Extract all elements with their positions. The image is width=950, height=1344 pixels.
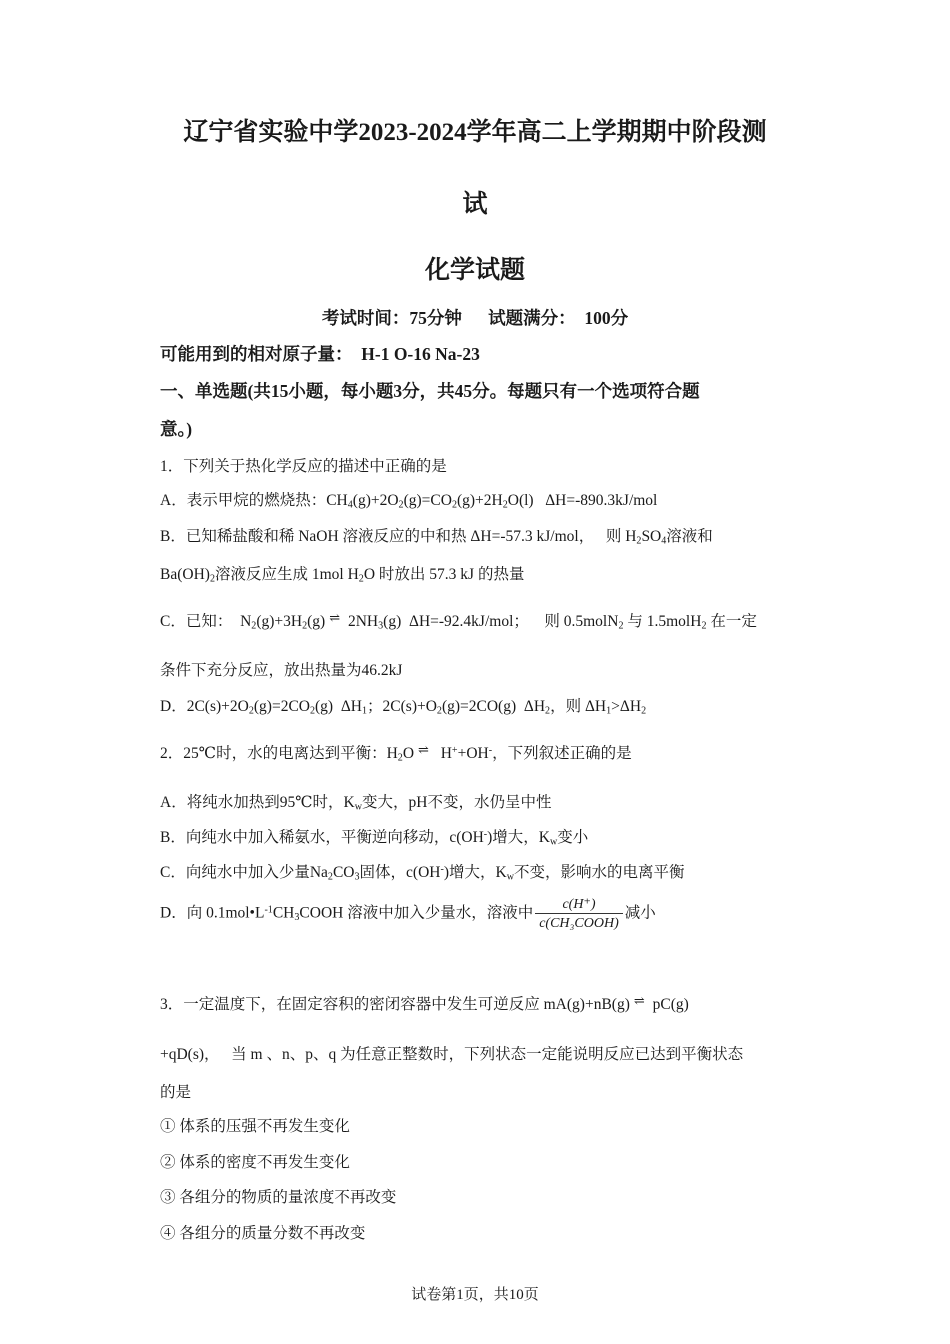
q1-b-post: 溶液和	[666, 528, 713, 545]
equilibrium-arrow-icon: ⇌	[633, 993, 645, 1008]
section-heading-2: 意。)	[160, 419, 193, 439]
equilibrium-arrow-icon: ⇌	[418, 742, 429, 757]
q1-d-then: ，则	[550, 698, 582, 715]
q2-b-mid: )增大，K	[487, 829, 550, 846]
title-line-2: 试	[462, 191, 488, 218]
section-heading-1: 一、单选题(共15小题，每小题3分，共45分。每题只有一个选项符合题	[160, 381, 700, 401]
q1-option-c-line1: C．已知： $N_2(g)+3H_2(g)$ ⇌ $2NH_3(g)$ ΔH=-92.4kJ/mol； 则 0.5molN$_2$ 与 1.5molH$_2$ 在一定	[160, 610, 757, 632]
q2-option-c: C．向纯水中加入少量$Na_2CO_3$固体，c(OH-)增大，$K_w$不变，影响水的电离平衡	[160, 863, 685, 883]
q1-b-pre: B．已知稀盐酸和稀 NaOH 溶液反应的中和热 ΔH=-57.3 kJ/mol， 则	[160, 528, 626, 545]
q2-d-post: 减小	[624, 904, 656, 922]
q2-option-b: B．向纯水中加入稀氨水，平衡逆向移动，c(OH-)增大，$K_w$变小	[160, 828, 589, 848]
q2-a-pre: A．将纯水加热到95℃时，K	[160, 794, 355, 811]
q3-stem-pre: 3．一定温度下，在固定容积的密闭容器中发生可逆反应 mA(g)+nB(g)	[160, 996, 630, 1013]
q1-a-label: A．表示甲烷的燃烧热：	[160, 492, 327, 509]
q1-c-dh: ΔH=-92.4kJ/mol；	[408, 613, 529, 630]
q2-b-post: 变小	[557, 829, 589, 846]
q2-c-mid: 固体，c(OH	[359, 864, 441, 881]
q2-c-post: 不变，影响水的电离平衡	[513, 864, 685, 881]
q3-stem-line2: +qD(s)， 当 m 、n、p、q 为任意正整数时，下列状态一定能说明反应已达到平衡状态	[160, 1046, 744, 1063]
q1-option-b-line1: B．已知稀盐酸和稀 NaOH 溶液反应的中和热 ΔH=-57.3 kJ/mol， 则 $H_2SO_4$溶液和	[160, 528, 713, 547]
q2-c-pre: C．向纯水中加入少量	[160, 864, 310, 881]
q1-d-label: D．	[160, 698, 187, 715]
subject-title: 化学试题	[424, 257, 525, 284]
q1-c-and: 与 1.5mol	[627, 613, 691, 630]
q3-item-2: ② 体系的密度不再发生变化	[160, 1154, 350, 1171]
q3-stem-tail: pC(g)	[652, 996, 689, 1013]
q2-option-a: A．将纯水加热到95℃时，$K_w$变大，pH不变，水仍呈中性	[160, 794, 552, 813]
q2-b-pre: B．向纯水中加入稀氨水，平衡逆向移动，c(OH	[160, 829, 484, 846]
title-line-1: 辽宁省实验中学2023-2024学年高二上学期期中阶段测	[183, 119, 767, 146]
fraction-denominator: c(CH₃COOH)	[535, 913, 623, 932]
q1-c-tail: 在一定	[710, 613, 757, 630]
q1-stem: 1．下列关于热化学反应的描述中正确的是	[160, 458, 447, 475]
q1-option-b-line2: $Ba(OH)_2$溶液反应生成 1mol $H_2O$ 时放出 57.3 kJ 的热量	[160, 566, 525, 585]
q3-stem-line1	[160, 992, 689, 1014]
q2-stem: 2．25℃时，水的电离达到平衡：$H_2O$ ⇌ H++OH-，下列叙述正确的是	[160, 742, 632, 764]
q1-c-then: 则 0.5mol	[544, 613, 608, 630]
q3-stem-line3: 的是	[160, 1084, 192, 1101]
q2-d-pre: D．向 0.1mol•L	[160, 904, 265, 922]
q1-option-a: A．表示甲烷的燃烧热：$CH_4(g)+2O_2(g)=CO_2(g)+2H_2O(l)$ ΔH=-890.3kJ/mol	[160, 492, 658, 511]
q2-stem-pre: 2．25℃时，水的电离达到平衡：	[160, 745, 387, 762]
atomic-masses: 可能用到的相对原子量： H-1 O-16 Na-23	[160, 344, 480, 364]
q2-option-d: D．向 $0.1mol•L^{-1}CH_3COOH$ 溶液中加入少量水，溶液中 $\frac{c(H^+)}{\text{c(CH₃COOH)}}$ 减小	[160, 897, 656, 931]
concentration-ratio-fraction	[535, 896, 623, 932]
q2-a-post: 变大，pH不变，水仍呈中性	[362, 794, 552, 811]
equilibrium-arrow-icon: ⇌	[329, 610, 341, 625]
q1-option-d: D．$2C(s)+2O_2(g)=2CO_2(g)$ $\Delta H_1$；$2C(s)+O_2(g)=2CO(g)$ $\Delta H_2$，则 $\Delta H_1>\Delta H_2$	[160, 698, 647, 717]
q1-c-label: C．已知：	[160, 613, 233, 630]
q1-option-c-line2: 条件下充分反应，放出热量为46.2kJ	[160, 662, 403, 679]
q3-item-4: ④ 各组分的质量分数不再改变	[160, 1225, 366, 1242]
q3-item-3: ③ 各组分的物质的量浓度不再改变	[160, 1189, 397, 1206]
page-footer: 试卷第1页，共10页	[411, 1287, 539, 1303]
q1-b2-tail: 时放出 57.3 kJ 的热量	[375, 566, 525, 583]
q1-a-dh: ΔH=-890.3kJ/mol	[545, 492, 658, 509]
exam-info: 考试时间：75分钟 试题满分： 100分	[321, 308, 629, 328]
q2-c-mid2: )增大，K	[443, 864, 507, 881]
q3-item-1: ① 体系的压强不再发生变化	[160, 1118, 350, 1135]
q1-b2-post: 溶液反应生成 1mol	[214, 566, 348, 583]
q2-stem-post: ，下列叙述正确的是	[492, 745, 632, 762]
fraction-numerator: c(H⁺)	[562, 897, 596, 912]
q2-d-mid: COOH 溶液中加入少量水，溶液中	[299, 904, 534, 922]
